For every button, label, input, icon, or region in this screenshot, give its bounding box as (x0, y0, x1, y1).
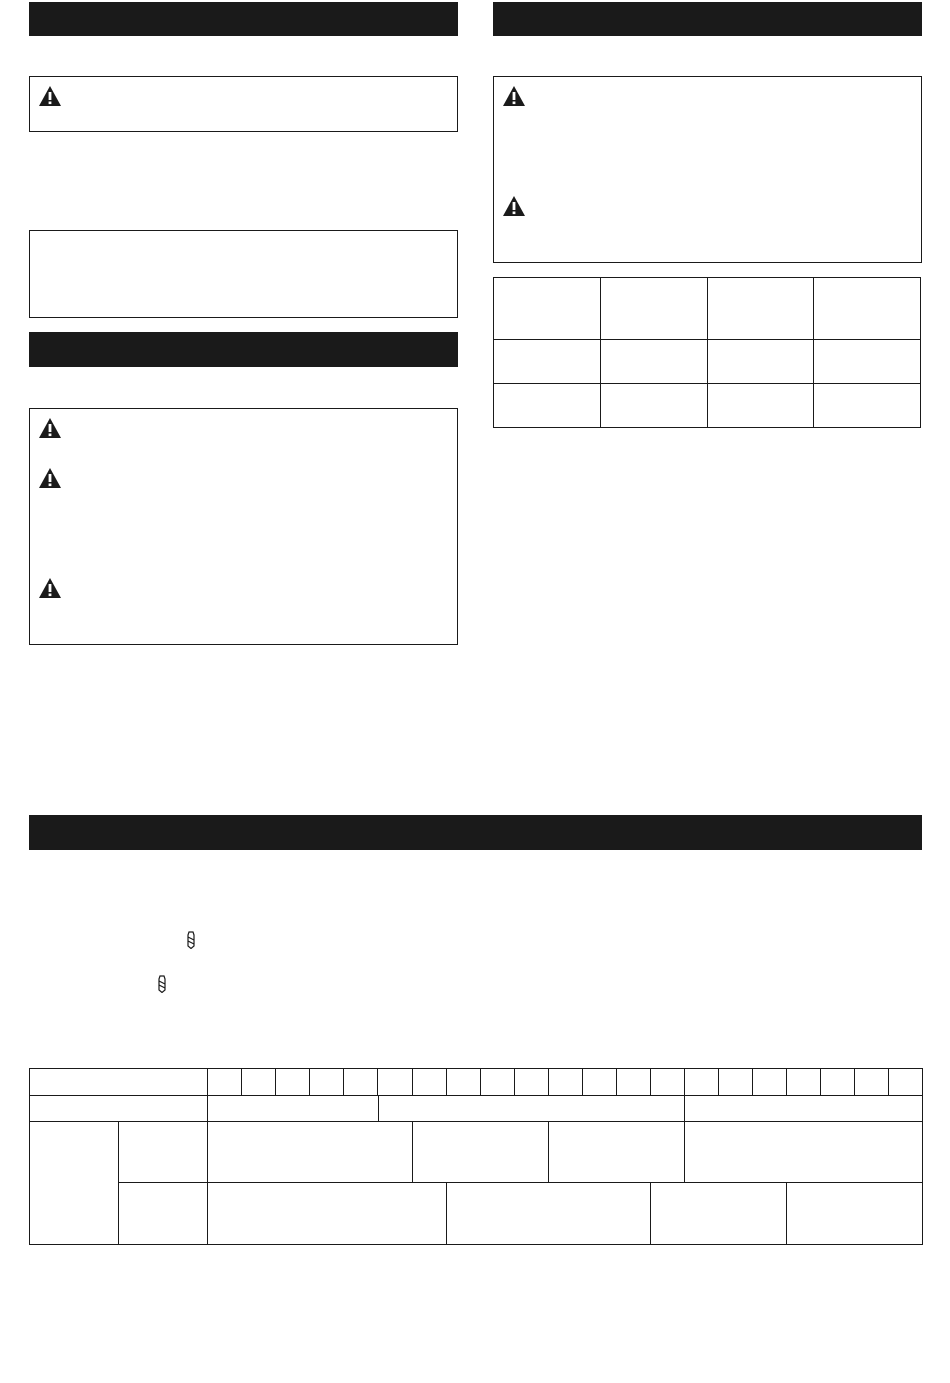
note-box (29, 230, 458, 318)
section-header-bottom (29, 815, 922, 850)
warning-triangle-icon (38, 577, 62, 599)
table-cell (707, 340, 814, 384)
table-cell (707, 278, 814, 340)
warning-box-1 (29, 76, 458, 132)
table-cell (814, 278, 921, 340)
drill-bit-icon (157, 975, 167, 993)
table-cell (814, 384, 921, 428)
drill-bit-icon (186, 931, 196, 949)
warning-triangle-icon (38, 417, 62, 439)
table-cell (494, 278, 601, 340)
warning-triangle-icon (502, 195, 526, 217)
table-cell (814, 340, 921, 384)
table-cell (600, 278, 707, 340)
speed-table-bottom (29, 1068, 923, 1246)
table-cell (600, 340, 707, 384)
warning-box-3 (493, 76, 922, 263)
table-cell (494, 340, 601, 384)
table-cell (494, 384, 601, 428)
section-header-top-right (493, 2, 922, 36)
warning-triangle-icon (38, 467, 62, 489)
section-header-middle-left (29, 332, 458, 367)
spec-table-right (493, 277, 921, 428)
table-cell (707, 384, 814, 428)
section-header-top-left (29, 2, 458, 36)
warning-box-2 (29, 408, 458, 645)
table-cell (600, 384, 707, 428)
warning-triangle-icon (38, 85, 62, 107)
warning-triangle-icon (502, 85, 526, 107)
